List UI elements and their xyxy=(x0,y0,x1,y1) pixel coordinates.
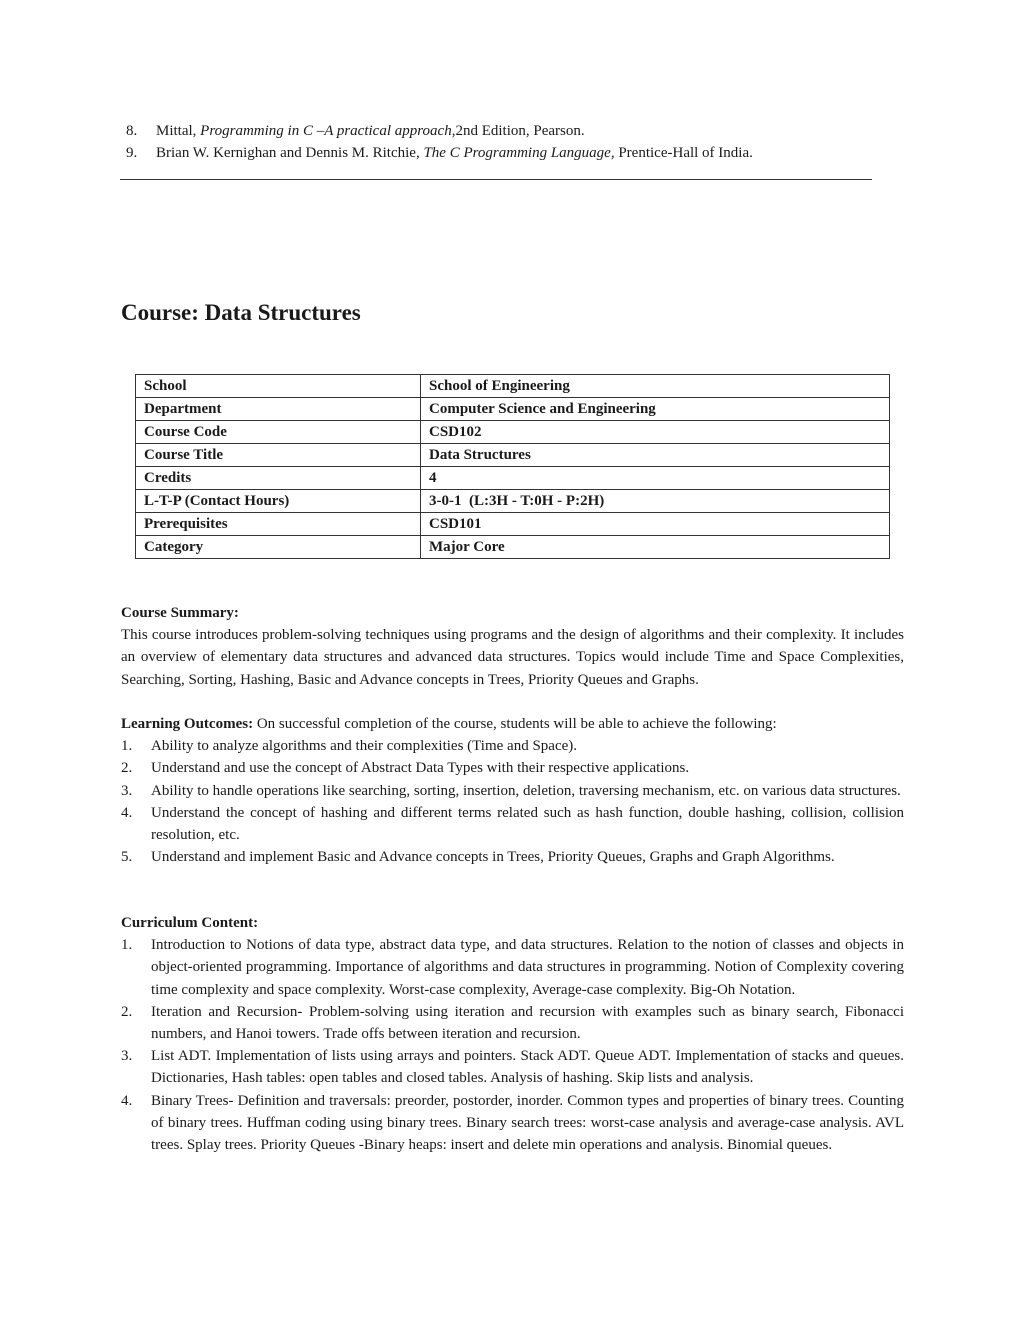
section-heading: Course Summary: xyxy=(121,605,239,621)
reference-text: Brian W. Kernighan and Dennis M. Ritchie, The C Programming Language, Prentice-Hall of India. xyxy=(156,145,753,161)
reference-item xyxy=(126,120,906,142)
learning-outcomes-section xyxy=(121,713,904,868)
reference-title: Programming in C –A practical approach, xyxy=(200,123,456,139)
list-item: 5. Understand and implement Basic and Advance concepts in Trees, Priority Queues, Graphs and Graph Algorithms. xyxy=(121,849,835,866)
list-item: 4. Binary Trees- Definition and traversals: preorder, postorder, inorder. Common types and properties of binary trees. Counting of binary trees. Huffman coding using binary trees. Binary search trees: worst-case analysis and average-case analysis. AVL trees. Splay trees. Priority Queues -Binary heaps: insert and delete min operations and analysis. Binomial queues. xyxy=(121,1092,904,1154)
outcomes-intro-text: On successful completion of the course, students will be able to achieve the following: xyxy=(253,716,777,732)
table-value: CSD102 xyxy=(421,421,890,444)
table-row xyxy=(136,490,890,513)
table-key: L-T-P (Contact Hours) xyxy=(136,490,421,513)
table-key: Prerequisites xyxy=(136,513,421,536)
table-value: School of Engineering xyxy=(421,375,890,398)
outcomes-list xyxy=(121,735,904,868)
table-key: Category xyxy=(136,536,421,559)
table-row xyxy=(136,375,890,398)
reference-title: The C Programming Language, xyxy=(423,145,615,161)
table-row xyxy=(136,421,890,444)
table-key: Course Title xyxy=(136,444,421,467)
list-item: 1. Introduction to Notions of data type, abstract data type, and data structures. Relation to the notion of classes and objects in object-oriented programming. Importance of algorithms and data structures in programming. Notion of Complexity covering time complexity and space complexity. Worst-case complexity, Average-case complexity. Big-Oh Notation. xyxy=(121,937,904,998)
table-row xyxy=(136,513,890,536)
curriculum-list xyxy=(121,934,904,1156)
list-item: 3. List ADT. Implementation of lists using arrays and pointers. Stack ADT. Queue ADT. Implementation of stacks and queues. Dictionaries, Hash tables: open tables and closed tables. Analysis of hashing. Skip lists and analysis. xyxy=(121,1048,904,1087)
horizontal-divider xyxy=(120,179,872,180)
list-item: 4. Understand the concept of hashing and different terms related such as hash function, double hashing, collision, collision resolution, etc. xyxy=(121,804,904,844)
table-row xyxy=(136,398,890,421)
table-row xyxy=(136,444,890,467)
section-heading: Learning Outcomes: xyxy=(121,716,254,732)
course-summary-section xyxy=(121,602,904,691)
list-item: 1. Ability to analyze algorithms and their complexities (Time and Space). xyxy=(121,738,578,755)
reference-list xyxy=(126,120,906,164)
table-value: Data Structures xyxy=(421,444,890,467)
table-key: School xyxy=(136,375,421,398)
table-value: 4 xyxy=(421,467,890,490)
table-value: 3-0-1 (L:3H - T:0H - P:2H) xyxy=(421,490,890,513)
outcomes-intro xyxy=(121,713,904,735)
list-item: 2. Iteration and Recursion- Problem-solving using iteration and recursion with examples such as binary search, Fibonacci numbers, and Hanoi towers. Trade offs between iteration and recursion. xyxy=(121,1003,904,1043)
page-title: Course: Data Structures xyxy=(121,300,361,325)
reference-text: Mittal, Programming in C –A practical approach,2nd Edition, Pearson. xyxy=(156,123,585,139)
table-row xyxy=(136,536,890,559)
table-row xyxy=(136,467,890,490)
table-key: Department xyxy=(136,398,421,421)
reference-number: 9. xyxy=(126,145,138,161)
summary-text: This course introduces problem-solving techniques using programs and the design of algorithms and their complexity. It includes an overview of elementary data structures and advanced data structures. Topics would include Time and Space Complexities, Searching, Sorting, Hashing, Basic and Advance concepts in Trees, Priority Queues and Graphs. xyxy=(121,627,904,688)
curriculum-content-section xyxy=(121,912,904,1156)
table-value: Major Core xyxy=(421,536,890,559)
list-item: 3. Ability to handle operations like searching, sorting, insertion, deletion, traversing mechanism, etc. on various data structures. xyxy=(121,782,901,799)
course-info-table xyxy=(135,374,890,559)
section-heading: Curriculum Content: xyxy=(121,915,259,931)
table-key: Credits xyxy=(136,467,421,490)
table-value: Computer Science and Engineering xyxy=(421,398,890,421)
table-value: CSD101 xyxy=(421,513,890,536)
table-key: Course Code xyxy=(136,421,421,444)
reference-item xyxy=(126,142,906,164)
reference-number: 8. xyxy=(126,123,138,139)
list-item: 2. Understand and use the concept of Abstract Data Types with their respective applications. xyxy=(121,760,690,777)
